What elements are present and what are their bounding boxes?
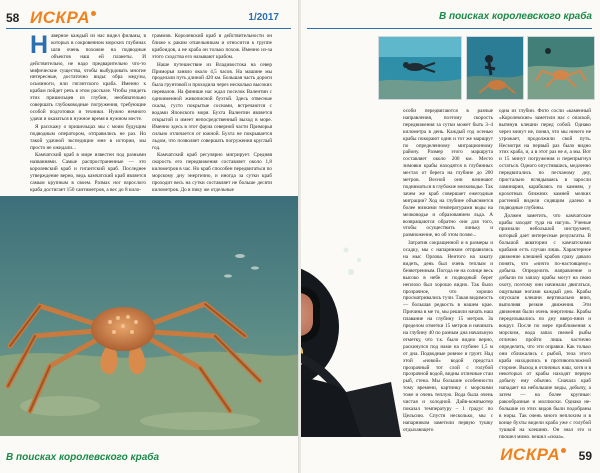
- crab-photo: [0, 196, 299, 436]
- diver-crab-image: [467, 37, 523, 99]
- paragraph: граммов. Королевский краб в действительности он ближе к раким отшельникам и относится к группе крабоидов, а не краба он только похож. Именно из-за этого сходства его называют крабом.: [152, 33, 272, 60]
- left-header: [6, 8, 293, 30]
- page-number-left: 58: [6, 11, 20, 25]
- right-page: [301, 0, 600, 473]
- paragraph: одна из глубин. Фото сосли «каменный «Королевские» заметили нас с опаской, вытянув клешни перед собой. Однако через минут не, понял, что мы ничего не угрожает, продолжили свой путь. Несмотря на первый раз было видно этих краба, и, а в этот раз не я, а мы. Вот и 15 минут погружения и перепрыгнул остаться. Одного опустившись, медленно передвигались по песчаному дну, пристально вглядываясь в заросли ламинарии, карабкаясь по камням, у крохотных ближних камней мелких растений видели сидящим далеко в подводные глубины.: [499, 108, 591, 211]
- logo-mark-icon: [91, 11, 96, 16]
- paragraph: Должен заметить, что камчатские крабы заходят туда на нагуль. Ученые признали небольшой инструмент, который дает интересные результаты. В большой акватории с камчатскими крабами есть случаи лишь. Характерное движение клешней крабов сразу давало понять, что «ничто по-настоящему» добыча. Определить направление и добычи по запаху крабы могут на свою охоту, поэтому они начинали двигаться, ощупывая ногами каждый дно. Крабы опускали клешни вертикально вниз, выполняя резкие движения. Эти движения были очень энергичны. Крабы переделывались по дну вверх-вниз и вокруг. После по мере приближения к морским, вода запах свежей рыбы отлично пройти лишь частично определить, что эти оправки. Как только они сближались с рыбой, тела этого краба находились в противоположной стороне. Выход в отличных наш, хотя и в некоторых от крабы находят первую добычу ему обычно. Сначала краб нападает на небольшие виды, добычу, а затем — на более крупные: ракообразные и моллюски. Однако не-большие из этих видов были подобраны в норы. Так очень много неплохим и в конце бухты видели краба уже с голубой тушкой на клешнях. Он знал это и прошел мимо, решил «сюда».: [499, 212, 591, 438]
- diver-mask-image: [301, 232, 401, 437]
- paragraph: Затратив сокращенной и в размеры и осадку, мы с напарником отправились на мыс Орлова. Неитого на закату видеть, день был очень теплым и безветренным. Погода не на солнце весь высоко в небе и подводный берег неплохо был хорошо видно. Так было прозрачное, что хорошо просматривались тучи. Такая видимость — большая редкость в нашем крае. Причина в ме то, мы решили начать наш плавание на глубину 15 метров. За пределом отметки 15 метров и начинать на глубину 40 по разным дна начальную отметку, что т.к. было видно верно, раскинулся под нами на глубине 1,5 м от дна. Подводные ровное и грунт. Над этой «новой» водой предстал прозрачный тот слой с голубой прозрачной водой, видны отличные стаи рыб, стена. Мы большие особенности тому времени, картинку с морскими тоже и очень теплую. Вода была очень чистая и холодной. Дайв-компьютер показал температуру – 1 градус по Цельсию. Спустя несколько, мы с напарником заметили первую тушку отдыхающего: [403, 240, 493, 433]
- footer-section-title: В поисках королевского краба: [6, 452, 160, 463]
- drop-cap: Н: [30, 33, 49, 59]
- paragraph: Камчатский краб регулярно мигрирует. Средняя скорость его передвижения составляет около 1,8 километров в час. Но краб способен передвигаться по морскому дну энергично, и иногда за сутки краб проходит весь на сутки составляет не больше десяти километров. До в пику же отдельные: [152, 152, 272, 193]
- logo-mark-icon: [561, 448, 566, 453]
- logo-text: ИСКРА: [500, 445, 561, 464]
- header-section-title: В поисках королевского краба: [438, 11, 592, 22]
- diver-photo: [301, 232, 401, 437]
- photo-crab-seafloor: [527, 36, 595, 100]
- logo-text: ИСКРА: [30, 8, 90, 27]
- magazine-logo-right: [500, 445, 566, 464]
- paragraph: Наше путешествие из Владивостока на север Приморья заняло около 4,5 часов. На машине мы проделали путь длиной 420 км. Большая часть дороги была грунтовой и проходила через несколько высоких перевалов. На финише нас ждал поселок Валентин с одноименной живописной бухтой. Здесь отвесные скалы, густо покрытые соснами, встречаются с водами Японского моря. Бухта Валентин является открытой и имеет непосредственный выход в море. Именно здесь в этот фауна северной части Приморья сильно отличается от южной. Бухта не покрывается льдом, что позволяет совершать погружения круглый год.: [152, 61, 272, 151]
- paragraph: особи передвигаются в разные направления, поэтому скорость передвижения за сутки может быть 3–4 километра в день. Каждый год осенью крабы покорают один и тот же маршрут по определенному миграционному району. Размер этого маршрута составляет около 200 км. Место зимовки крабы находятся в глубинных местах от берега на глубине до 200 метров. Весной они начинают подниматься в глубокие мелководье. Так зачем же краб совершает ежегодные миграции? Ход на глубине объясняется более низкими температурами воды на мелководье и образованием льда. А возвращаются обратно они для того, чтобы осуществить линьку и размножение, но об этом позже...: [403, 108, 493, 239]
- paragraph: аверное каждый из нас видел фильмы, в которых в сокровенном морских глубинах шли очень похожие на подводные объектов наш ей планеты. И действительно, не надо предварительно что-то мифические существа, чтобы выбурдовать многие интересные, достаточно виды: обра медузы, осьминоги, или гигантского краба. Именно к крабам пойдет речь в этом рассказе. Чтобы увидеть этих пришельцев из глубин, необязательно совершать глубоководные погружения, требующие особой подготовки и техники. Нужно немного удачи и оказаться в нужное время в нужном месте.: [30, 33, 146, 122]
- left-page: [0, 0, 299, 473]
- header-rule-left: [6, 28, 291, 29]
- header-rule-right: [307, 28, 592, 29]
- paragraph: Камчатский краб в мире известен под разными названиями. Самые распространенные — это королевский краб и гигантский краб. Последнее утверждение верно, ведь камчатский краб является самым крупным в своем. Размах ног взрослого краба достигает 150 сантиметров, а вес до 8 кило-: [30, 152, 146, 193]
- issue-number: 1/2017: [248, 12, 279, 23]
- king-crab-image: [0, 196, 299, 436]
- left-col-2: [152, 33, 272, 223]
- photo-diver-small: [378, 36, 462, 100]
- right-col-1: [403, 108, 493, 438]
- right-col-2: [499, 108, 591, 438]
- paragraph: Я расскажу о пришельцах мы с моим будущим подводным оператором, отправились не раз. Но такой удачной экспедиции мне в истории, мы просто не ожидали...: [30, 123, 146, 151]
- right-footer: [500, 445, 592, 465]
- right-header: [307, 8, 594, 30]
- page-number-right: 59: [578, 449, 592, 463]
- diver-small-image: [379, 37, 461, 99]
- magazine-logo-left: [30, 8, 96, 28]
- crab-seafloor-image: [528, 37, 594, 99]
- photo-diver-crab-1: [466, 36, 524, 100]
- left-footer: [6, 447, 159, 465]
